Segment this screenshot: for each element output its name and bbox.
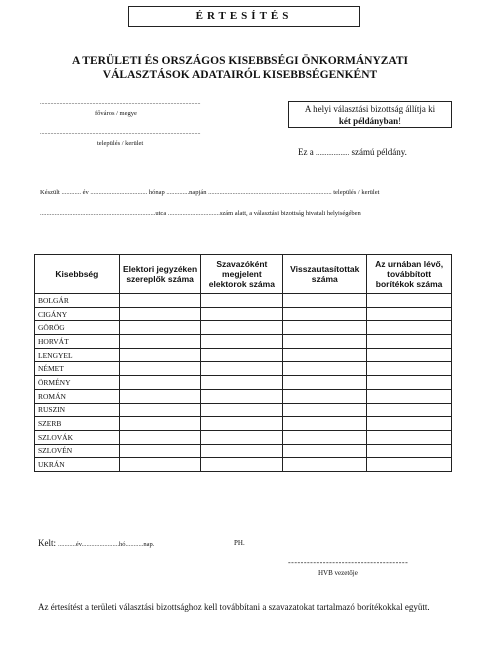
stamp-placeholder: PH. [234, 539, 245, 547]
header-electors-voted: Szavazóként megjelent elektorok száma [201, 255, 283, 294]
electors-voted-cell[interactable] [201, 348, 283, 362]
envelopes-cell[interactable] [367, 376, 452, 390]
envelopes-cell[interactable] [367, 294, 452, 308]
rejected-cell[interactable] [283, 458, 367, 472]
minority-name: SZERB [35, 417, 120, 431]
electors-voted-cell[interactable] [201, 362, 283, 376]
kelt-fill: ...........év.......................hó...........nap. [58, 541, 155, 548]
document-heading [20, 54, 460, 82]
notice-bold: két példányban [338, 116, 399, 126]
electors-listed-cell[interactable] [119, 321, 201, 335]
table-row [35, 321, 452, 335]
county-field-label: főváros / megye [95, 110, 137, 117]
rejected-cell[interactable] [283, 389, 367, 403]
electors-voted-cell[interactable] [201, 335, 283, 349]
county-field-dots: ........................................................................................................... [40, 100, 201, 106]
footer-instruction: Az értesítést a területi választási bizottsághoz kell továbbítani a szavazatokat tartalmazó borítékokkal együtt. [38, 602, 430, 612]
table-row [35, 403, 452, 417]
minority-name: SZLOVÉN [35, 444, 120, 458]
envelopes-cell[interactable] [367, 348, 452, 362]
minority-name: NÉMET [35, 362, 120, 376]
electors-voted-cell[interactable] [201, 389, 283, 403]
electors-voted-cell[interactable] [201, 444, 283, 458]
settlement-field-label: település / kerület [97, 140, 144, 147]
electors-listed-cell[interactable] [119, 362, 201, 376]
electors-listed-cell[interactable] [119, 417, 201, 431]
copy-dots: ................... [316, 149, 350, 157]
rejected-cell[interactable] [283, 335, 367, 349]
notice-emphasis-line [289, 115, 451, 127]
kelt-label: Kelt: [38, 538, 56, 548]
minority-name: UKRÁN [35, 458, 120, 472]
table-row [35, 362, 452, 376]
electors-voted-cell[interactable] [201, 321, 283, 335]
rejected-cell[interactable] [283, 307, 367, 321]
electors-voted-cell[interactable] [201, 417, 283, 431]
electors-listed-cell[interactable] [119, 389, 201, 403]
envelopes-cell[interactable] [367, 444, 452, 458]
table-row [35, 458, 452, 472]
rejected-cell[interactable] [283, 321, 367, 335]
rejected-cell[interactable] [283, 362, 367, 376]
electors-listed-cell[interactable] [119, 348, 201, 362]
electors-listed-cell[interactable] [119, 294, 201, 308]
notice-box [288, 101, 452, 128]
envelopes-cell[interactable] [367, 307, 452, 321]
copy-number-line [298, 147, 407, 157]
rejected-cell[interactable] [283, 403, 367, 417]
table-row [35, 307, 452, 321]
header-rejected: Visszautasítottak száma [283, 255, 367, 294]
electors-listed-cell[interactable] [119, 335, 201, 349]
minority-name: GÖRÖG [35, 321, 120, 335]
electors-voted-cell[interactable] [201, 307, 283, 321]
table-row [35, 417, 452, 431]
rejected-cell[interactable] [283, 444, 367, 458]
table-row [35, 348, 452, 362]
electors-voted-cell[interactable] [201, 294, 283, 308]
notice-suffix: ! [398, 116, 402, 126]
minority-name: SZLOVÁK [35, 430, 120, 444]
minority-name: RUSZIN [35, 403, 120, 417]
envelopes-cell[interactable] [367, 458, 452, 472]
electors-listed-cell[interactable] [119, 458, 201, 472]
electors-listed-cell[interactable] [119, 403, 201, 417]
electors-voted-cell[interactable] [201, 458, 283, 472]
minority-name: ÖRMÉNY [35, 376, 120, 390]
envelopes-cell[interactable] [367, 362, 452, 376]
minority-name: LENGYEL [35, 348, 120, 362]
copy-prefix: Ez a [298, 147, 314, 157]
minority-name: BOLGÁR [35, 294, 120, 308]
envelopes-cell[interactable] [367, 417, 452, 431]
header-envelopes-forwarded: Az urnában lévő, továbbított borítékok száma [367, 255, 452, 294]
notice-text: A helyi választási bizottság állítja ki [304, 104, 436, 114]
settlement-field-dots: ........................................................................................................... [40, 130, 201, 136]
copy-suffix: számú példány. [351, 147, 407, 157]
table-header-row [35, 255, 452, 294]
envelopes-cell[interactable] [367, 389, 452, 403]
envelopes-cell[interactable] [367, 335, 452, 349]
rejected-cell[interactable] [283, 417, 367, 431]
minority-name: ROMÁN [35, 389, 120, 403]
table-row [35, 335, 452, 349]
header-minority: Kisebbség [35, 255, 120, 294]
date-line [38, 538, 154, 548]
table-row [35, 430, 452, 444]
minority-data-table [34, 254, 452, 472]
rejected-cell[interactable] [283, 376, 367, 390]
heading-line-2: VÁLASZTÁSOK ADATAIRÓL KISEBBSÉGENKÉNT [102, 69, 378, 81]
minority-name: HORVÁT [35, 335, 120, 349]
rejected-cell[interactable] [283, 294, 367, 308]
envelopes-cell[interactable] [367, 430, 452, 444]
signature-line: -------------------------------------- [288, 558, 409, 567]
envelopes-cell[interactable] [367, 403, 452, 417]
electors-listed-cell[interactable] [119, 444, 201, 458]
table-row [35, 376, 452, 390]
electors-listed-cell[interactable] [119, 307, 201, 321]
signature-label: HVB vezetője [318, 569, 358, 577]
header-electors-listed: Elektori jegyzéken szereplők száma [119, 255, 201, 294]
electors-listed-cell[interactable] [119, 430, 201, 444]
envelopes-cell[interactable] [367, 321, 452, 335]
table-row [35, 444, 452, 458]
electors-listed-cell[interactable] [119, 376, 201, 390]
made-line-2: .......................................................................utca ................................szám alatt, a választási bizottság hivatali helyiségében [40, 210, 361, 217]
electors-voted-cell[interactable] [201, 376, 283, 390]
minority-name: CIGÁNY [35, 307, 120, 321]
made-line-1: Készült ............ év ................................... hónap ..............napján ............................................................................ település / kerület [40, 189, 380, 196]
heading-line-1: A TERÜLETI ÉS ORSZÁGOS KISEBBSÉGI ÖNKORMÁNYZATI [71, 55, 409, 67]
electors-voted-cell[interactable] [201, 430, 283, 444]
table-row [35, 294, 452, 308]
document-title: ÉRTESÍTÉS [128, 6, 360, 27]
rejected-cell[interactable] [283, 348, 367, 362]
electors-voted-cell[interactable] [201, 403, 283, 417]
rejected-cell[interactable] [283, 430, 367, 444]
table-row [35, 389, 452, 403]
